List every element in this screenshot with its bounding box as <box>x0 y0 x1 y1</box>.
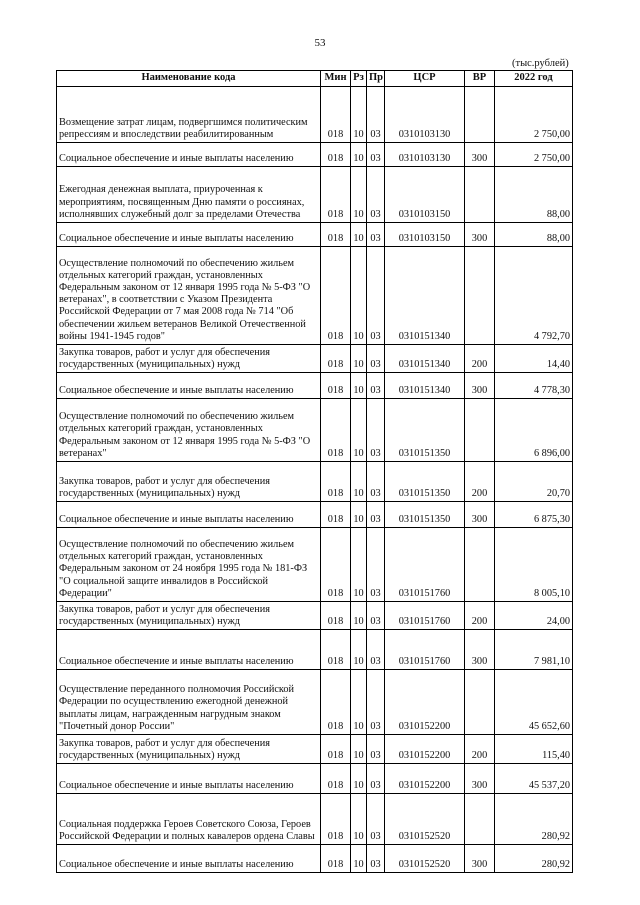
table-body <box>57 87 573 873</box>
cell-csr: 0310151340 <box>385 247 465 345</box>
cell-csr: 0310152520 <box>385 794 465 845</box>
cell-vr: 200 <box>465 462 495 502</box>
cell-amount: 88,00 <box>495 223 573 247</box>
cell-amount: 280,92 <box>495 794 573 845</box>
cell-vr <box>465 794 495 845</box>
cell-vr <box>465 167 495 223</box>
cell-csr: 0310103150 <box>385 223 465 247</box>
page-number: 53 <box>314 37 326 49</box>
table-row <box>57 794 573 845</box>
cell-pr: 03 <box>367 528 385 602</box>
table-row <box>57 247 573 345</box>
cell-min: 018 <box>321 143 351 167</box>
cell-rz: 10 <box>351 764 367 794</box>
cell-min: 018 <box>321 223 351 247</box>
cell-amount: 14,40 <box>495 345 573 373</box>
cell-pr: 03 <box>367 764 385 794</box>
cell-min: 018 <box>321 764 351 794</box>
cell-rz: 10 <box>351 845 367 873</box>
cell-vr: 300 <box>465 223 495 247</box>
cell-min: 018 <box>321 602 351 630</box>
header-rz: Рз <box>351 71 367 87</box>
cell-name: Ежегодная денежная выплата, приуроченная к мероприятиям, посвященным Дню памяти о россиянах, исполнявших служебный долг за пределами Отечества <box>57 167 321 223</box>
cell-pr: 03 <box>367 223 385 247</box>
cell-name: Закупка товаров, работ и услуг для обеспечения государственных (муниципальных) нужд <box>57 462 321 502</box>
table-row <box>57 630 573 670</box>
cell-vr: 300 <box>465 630 495 670</box>
cell-name: Социальная поддержка Героев Советского Союза, Героев Российской Федерации и полных кавалеров ордена Славы <box>57 794 321 845</box>
cell-name: Социальное обеспечение и иные выплаты населению <box>57 502 321 528</box>
table-row <box>57 373 573 399</box>
cell-rz: 10 <box>351 373 367 399</box>
cell-min: 018 <box>321 373 351 399</box>
cell-pr: 03 <box>367 399 385 462</box>
cell-min: 018 <box>321 670 351 735</box>
table-row <box>57 602 573 630</box>
budget-table <box>56 70 573 873</box>
cell-min: 018 <box>321 167 351 223</box>
table-row <box>57 143 573 167</box>
cell-amount: 6 875,30 <box>495 502 573 528</box>
cell-pr: 03 <box>367 345 385 373</box>
cell-pr: 03 <box>367 670 385 735</box>
cell-name: Осуществление полномочий по обеспечению жильем отдельных категорий граждан, установленных Федеральным законом от 24 ноября 1995 года № 181-ФЗ "О социальной защите инвалидов в Российской Федерации" <box>57 528 321 602</box>
cell-vr <box>465 87 495 143</box>
cell-pr: 03 <box>367 502 385 528</box>
cell-rz: 10 <box>351 143 367 167</box>
cell-min: 018 <box>321 462 351 502</box>
cell-pr: 03 <box>367 462 385 502</box>
header-min: Мин <box>321 71 351 87</box>
cell-name: Социальное обеспечение и иные выплаты населению <box>57 845 321 873</box>
cell-vr: 300 <box>465 764 495 794</box>
cell-csr: 0310151760 <box>385 528 465 602</box>
cell-rz: 10 <box>351 223 367 247</box>
table-row <box>57 462 573 502</box>
cell-pr: 03 <box>367 630 385 670</box>
cell-amount: 4 792,70 <box>495 247 573 345</box>
cell-rz: 10 <box>351 794 367 845</box>
cell-name: Социальное обеспечение и иные выплаты населению <box>57 373 321 399</box>
cell-min: 018 <box>321 345 351 373</box>
table-row <box>57 764 573 794</box>
cell-amount: 20,70 <box>495 462 573 502</box>
cell-pr: 03 <box>367 87 385 143</box>
cell-amount: 45 652,60 <box>495 670 573 735</box>
cell-pr: 03 <box>367 247 385 345</box>
cell-name: Социальное обеспечение и иные выплаты населению <box>57 143 321 167</box>
cell-pr: 03 <box>367 143 385 167</box>
table-row <box>57 670 573 735</box>
cell-csr: 0310151350 <box>385 462 465 502</box>
cell-amount: 115,40 <box>495 735 573 764</box>
cell-min: 018 <box>321 528 351 602</box>
cell-csr: 0310152200 <box>385 764 465 794</box>
cell-csr: 0310152200 <box>385 670 465 735</box>
header-year: 2022 год <box>495 71 573 87</box>
cell-rz: 10 <box>351 670 367 735</box>
cell-csr: 0310151760 <box>385 602 465 630</box>
cell-name: Осуществление переданного полномочия Российской Федерации по осуществлению ежегодной денежной выплаты лицам, награжденным нагрудным знаком "Почетный донор России" <box>57 670 321 735</box>
cell-csr: 0310151350 <box>385 399 465 462</box>
cell-rz: 10 <box>351 247 367 345</box>
cell-vr <box>465 670 495 735</box>
cell-csr: 0310152200 <box>385 735 465 764</box>
cell-name: Осуществление полномочий по обеспечению жильем отдельных категорий граждан, установленных Федеральным законом от 12 января 1995 года № 5-ФЗ "О ветеранах" <box>57 399 321 462</box>
table-row <box>57 87 573 143</box>
cell-min: 018 <box>321 87 351 143</box>
header-name: Наименование кода <box>57 71 321 87</box>
cell-rz: 10 <box>351 528 367 602</box>
cell-csr: 0310103150 <box>385 167 465 223</box>
cell-csr: 0310151340 <box>385 373 465 399</box>
cell-vr <box>465 247 495 345</box>
cell-min: 018 <box>321 630 351 670</box>
cell-rz: 10 <box>351 345 367 373</box>
cell-pr: 03 <box>367 735 385 764</box>
cell-csr: 0310151350 <box>385 502 465 528</box>
cell-csr: 0310152520 <box>385 845 465 873</box>
cell-amount: 24,00 <box>495 602 573 630</box>
cell-name: Социальное обеспечение и иные выплаты населению <box>57 223 321 247</box>
cell-vr <box>465 399 495 462</box>
cell-name: Осуществление полномочий по обеспечению жильем отдельных категорий граждан, установленных Федеральным законом от 12 января 1995 года № 5-ФЗ "О ветеранах", в соответствии с Указом Президента Российской Федерации от 7 мая 2008 года № 714 "Об обеспечении жильем ветеранов Великой Отечественной войны 1941-1945 годов" <box>57 247 321 345</box>
cell-name: Закупка товаров, работ и услуг для обеспечения государственных (муниципальных) нужд <box>57 345 321 373</box>
cell-vr <box>465 528 495 602</box>
cell-rz: 10 <box>351 87 367 143</box>
cell-rz: 10 <box>351 735 367 764</box>
table-row <box>57 223 573 247</box>
cell-rz: 10 <box>351 630 367 670</box>
cell-rz: 10 <box>351 462 367 502</box>
cell-vr: 200 <box>465 735 495 764</box>
cell-vr: 200 <box>465 345 495 373</box>
cell-rz: 10 <box>351 602 367 630</box>
cell-pr: 03 <box>367 794 385 845</box>
table-row <box>57 345 573 373</box>
cell-amount: 88,00 <box>495 167 573 223</box>
table-row <box>57 528 573 602</box>
cell-rz: 10 <box>351 502 367 528</box>
header-vr: ВР <box>465 71 495 87</box>
cell-csr: 0310151760 <box>385 630 465 670</box>
cell-csr: 0310103130 <box>385 87 465 143</box>
cell-name: Социальное обеспечение и иные выплаты населению <box>57 630 321 670</box>
table-row <box>57 735 573 764</box>
cell-amount: 4 778,30 <box>495 373 573 399</box>
units-label: (тыс.рублей) <box>512 58 569 69</box>
cell-amount: 7 981,10 <box>495 630 573 670</box>
table-row <box>57 399 573 462</box>
cell-pr: 03 <box>367 373 385 399</box>
table-header-row <box>57 71 573 87</box>
header-pr: Пр <box>367 71 385 87</box>
cell-min: 018 <box>321 845 351 873</box>
cell-name: Закупка товаров, работ и услуг для обеспечения государственных (муниципальных) нужд <box>57 735 321 764</box>
cell-amount: 280,92 <box>495 845 573 873</box>
cell-vr: 300 <box>465 143 495 167</box>
cell-csr: 0310151340 <box>385 345 465 373</box>
cell-pr: 03 <box>367 602 385 630</box>
cell-min: 018 <box>321 794 351 845</box>
cell-vr: 300 <box>465 845 495 873</box>
cell-pr: 03 <box>367 845 385 873</box>
cell-name: Закупка товаров, работ и услуг для обеспечения государственных (муниципальных) нужд <box>57 602 321 630</box>
table-row <box>57 502 573 528</box>
cell-min: 018 <box>321 502 351 528</box>
cell-pr: 03 <box>367 167 385 223</box>
cell-amount: 2 750,00 <box>495 87 573 143</box>
cell-vr: 200 <box>465 602 495 630</box>
table-row <box>57 167 573 223</box>
cell-csr: 0310103130 <box>385 143 465 167</box>
header-csr: ЦСР <box>385 71 465 87</box>
cell-vr: 300 <box>465 502 495 528</box>
cell-min: 018 <box>321 399 351 462</box>
cell-vr: 300 <box>465 373 495 399</box>
cell-min: 018 <box>321 735 351 764</box>
cell-amount: 2 750,00 <box>495 143 573 167</box>
cell-min: 018 <box>321 247 351 345</box>
cell-rz: 10 <box>351 167 367 223</box>
cell-name: Социальное обеспечение и иные выплаты населению <box>57 764 321 794</box>
cell-amount: 6 896,00 <box>495 399 573 462</box>
cell-rz: 10 <box>351 399 367 462</box>
cell-amount: 8 005,10 <box>495 528 573 602</box>
cell-amount: 45 537,20 <box>495 764 573 794</box>
table-row <box>57 845 573 873</box>
cell-name: Возмещение затрат лицам, подвергшимся политическим репрессиям и впоследствии реабилитированным <box>57 87 321 143</box>
